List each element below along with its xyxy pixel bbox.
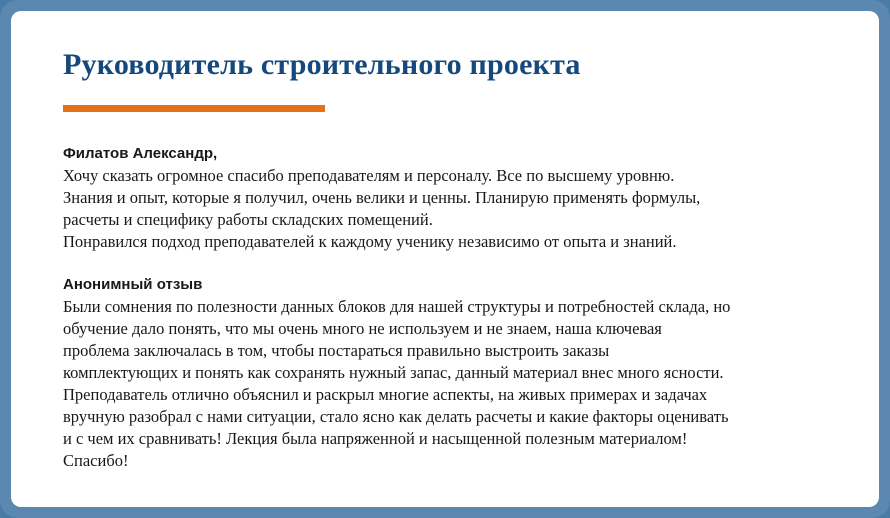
title-accent-bar [63,105,325,112]
testimonial-item [63,275,853,472]
page-title: Руководитель строительного проекта [63,48,581,81]
slide-canvas [11,11,879,507]
testimonial-author: Филатов Александр, [63,145,218,162]
testimonial-line: Хочу сказать огромное спасибо преподавателям и персоналу. Все по высшему уровню. [63,166,675,186]
testimonial-line: вручную разобрал с нами ситуации, стало ясно как делать расчеты и какие факторы оценивать [63,406,729,426]
testimonial-line: Знания и опыт, которые я получил, очень велики и ценны. Планирую применять формулы, [63,188,701,208]
testimonial-body [63,165,853,253]
testimonial-line: проблема заключалась в том, чтобы постараться правильно выстроить заказы [63,341,610,361]
testimonial-line: расчеты и специфику работы складских помещений. [63,210,433,230]
testimonial-list [63,144,853,472]
testimonial-item [63,144,853,253]
testimonial-line: комплектующих и понять как сохранять нужный запас, данный материал внес много ясности. [63,363,724,383]
testimonial-line: Спасибо! [63,450,129,470]
testimonial-line: Преподаватель отлично объяснил и раскрыл многие аспекты, на живых примерах и задачах [63,385,708,404]
testimonial-body [63,296,853,472]
testimonial-line: и с чем их сравнивать! Лекция была напряженной и насыщенной полезным материалом! [63,428,688,448]
testimonial-line: Понравился подход преподавателей к каждому ученику независимо от опыта и знаний. [63,232,677,252]
slide-content [63,47,839,472]
testimonial-author: Анонимный отзыв [63,276,203,293]
testimonial-line: Были сомнения по полезности данных блоков для нашей структуры и потребностей склада, но [63,297,731,317]
testimonial-line: обучение дало понять, что мы очень много не используем и не знаем, наша ключевая [63,319,662,339]
